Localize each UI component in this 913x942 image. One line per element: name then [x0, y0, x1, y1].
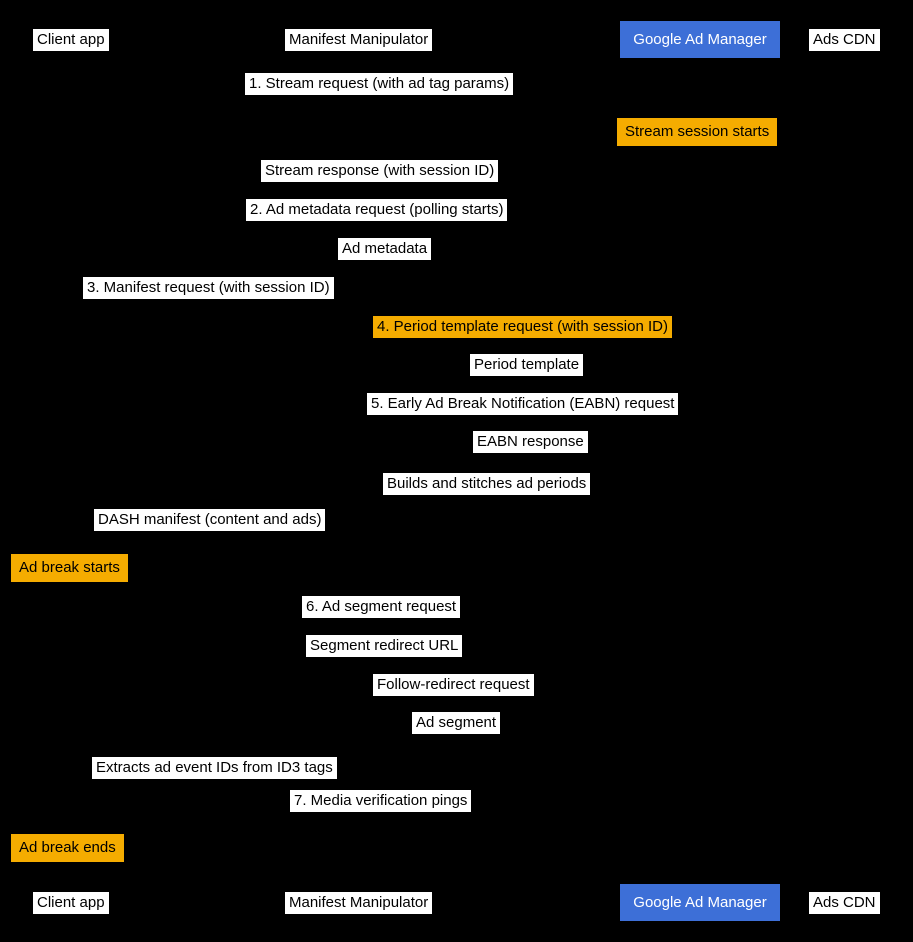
message-period-template: Period template [470, 354, 583, 376]
note-stream-session-starts: Stream session starts [617, 118, 777, 146]
message-dash-manifest: DASH manifest (content and ads) [94, 509, 325, 531]
actor-google-ad-manager-bottom: Google Ad Manager [620, 884, 780, 921]
actor-google-ad-manager-top: Google Ad Manager [620, 21, 780, 58]
note-ad-break-ends: Ad break ends [11, 834, 124, 862]
message-manifest-request: 3. Manifest request (with session ID) [83, 277, 334, 299]
message-period-template-request: 4. Period template request (with session ID) [373, 316, 672, 338]
actor-client-app-bottom: Client app [33, 892, 109, 914]
message-media-verification-pings: 7. Media verification pings [290, 790, 471, 812]
message-stream-request: 1. Stream request (with ad tag params) [245, 73, 513, 95]
message-stream-response: Stream response (with session ID) [261, 160, 498, 182]
message-builds-stitches-ad-periods: Builds and stitches ad periods [383, 473, 590, 495]
message-eabn-response: EABN response [473, 431, 588, 453]
message-extracts-ad-event-ids: Extracts ad event IDs from ID3 tags [92, 757, 337, 779]
message-segment-redirect-url: Segment redirect URL [306, 635, 462, 657]
actor-ads-cdn-bottom: Ads CDN [809, 892, 880, 914]
message-eabn-request: 5. Early Ad Break Notification (EABN) request [367, 393, 678, 415]
message-ad-metadata-request: 2. Ad metadata request (polling starts) [246, 199, 507, 221]
actor-client-app-top: Client app [33, 29, 109, 51]
actor-ads-cdn-top: Ads CDN [809, 29, 880, 51]
message-ad-segment-request: 6. Ad segment request [302, 596, 460, 618]
note-ad-break-starts: Ad break starts [11, 554, 128, 582]
actor-manifest-manipulator-top: Manifest Manipulator [285, 29, 432, 51]
message-ad-metadata: Ad metadata [338, 238, 431, 260]
message-ad-segment: Ad segment [412, 712, 500, 734]
message-follow-redirect-request: Follow-redirect request [373, 674, 534, 696]
actor-manifest-manipulator-bottom: Manifest Manipulator [285, 892, 432, 914]
